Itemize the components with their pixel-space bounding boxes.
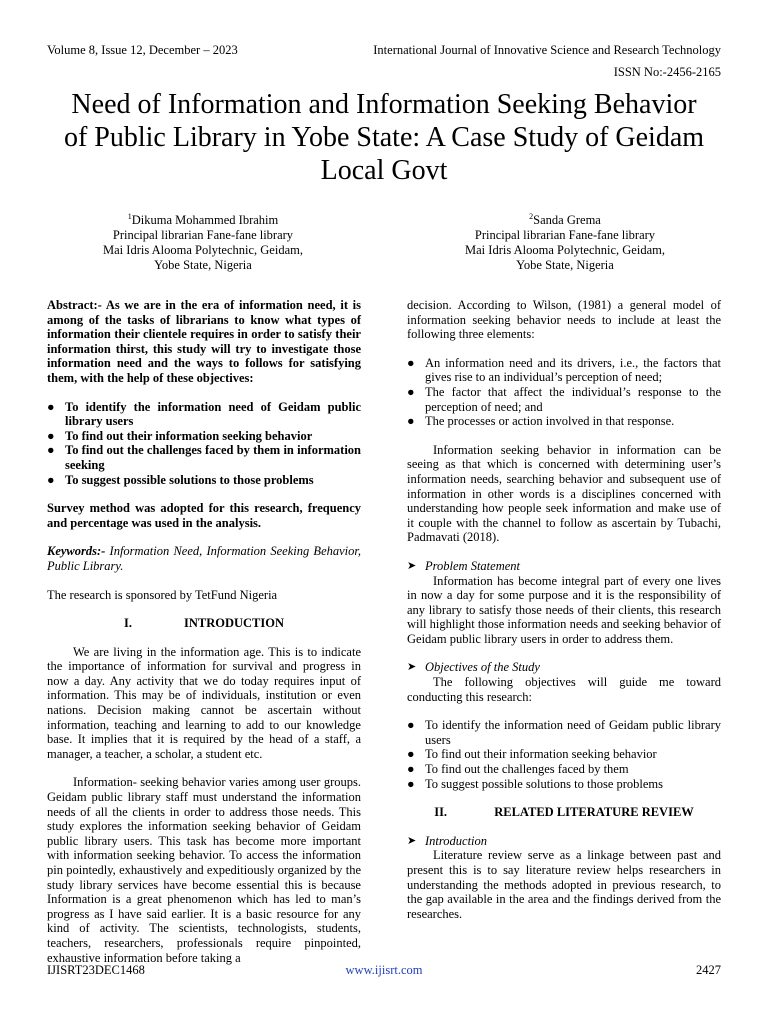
problem-statement-text: Information has become integral part of every one lives in now a day for some purpose and it is the responsibility of any library to satisfy those needs of their clients, this research will highlight those information needs and seeking behavior of Geidam public library users in order to address them. [407, 573, 721, 646]
right-paragraph-1: decision. According to Wilson, (1981) a general model of information seeking behavior needs to include at least the following three elements: [407, 298, 721, 342]
intro-paragraph-2: Information- seeking behavior varies among user groups. Geidam public library staff must understand the information needs of all the clients in order to address those needs. This study explores the information seeking behavior of Geidam public library users. This task has become more important with information seeking behavior. To access the information pin pointedly, exhaustively and expeditiously organized by the study library services have become essential this is because Information is a great phenomenon which has led to man’s progress as I have said earlier. It is a basic resource for any kind of activity. The scientists, technologists, students, teachers, researchers, professionals require pinpointed, exhaustive information before taking a [47, 775, 361, 965]
author-2-name: Sanda Grema [533, 213, 601, 227]
author-1-name: Dikuma Mohammed Ibrahim [131, 213, 279, 227]
bullet-icon: ● [47, 443, 55, 458]
author-1-number: 1 [127, 211, 132, 221]
subheading-objectives: ➤ Objectives of the Study [407, 660, 540, 675]
list-item: ● To find out their information seeking behavior [407, 747, 657, 762]
author-1-institution: Mai Idris Alooma Polytechnic, Geidam, [103, 243, 303, 257]
bullet-icon: ● [407, 718, 415, 733]
keywords [47, 544, 361, 573]
list-item: ● To identify the information need of Geidam public library users [407, 718, 721, 747]
footer-url-link[interactable]: www.ijisrt.com [345, 963, 423, 977]
header-volume: Volume 8, Issue 12, December – 2023 [47, 43, 238, 57]
list-item: ● To suggest possible solutions to those problems [47, 472, 314, 487]
list-item: ● To find out the challenges faced by them in information seeking [47, 443, 361, 472]
keywords-label: Keywords:- [47, 544, 106, 559]
footer-page-number: 2427 [696, 963, 721, 977]
abstract-objectives-list [47, 400, 361, 488]
bullet-icon: ● [407, 747, 415, 762]
bullet-icon: ● [407, 384, 415, 399]
header-journal: International Journal of Innovative Science and Research Technology [373, 43, 721, 57]
list-item: ● To suggest possible solutions to those problems [407, 776, 664, 791]
subheading-problem-statement: ➤ Problem Statement [407, 558, 521, 573]
right-paragraph-2: Information seeking behavior in information can be seeing as that which is concerned with determining user’s information needs, searching behavior and subsequent use of information in other words is a disciplines concerned with understanding how people seek information and make use of it couple with the channel to follow as ascertain by Tubachi, Padmavati (2018). [407, 442, 721, 545]
literature-intro-text: Literature review serve as a linkage between past and present this is to say literature review helps researchers in understanding the methods adopted in previous research, to the gap available in the area and the findings derived from the researches. [407, 848, 721, 921]
author-2-role: Principal librarian Fane-fane library [474, 228, 656, 242]
bullet-icon: ● [407, 762, 415, 777]
author-block-1 [58, 213, 348, 273]
list-item: ● The processes or action involved in that response. [407, 414, 675, 429]
bullet-icon: ● [47, 399, 55, 414]
list-item: ● To identify the information need of Geidam public library users [47, 399, 361, 429]
author-block-2 [420, 213, 710, 273]
wilson-elements-list [407, 356, 721, 429]
bullet-icon: ● [407, 414, 415, 429]
arrowhead-right-icon: ➤ [407, 834, 417, 847]
list-item: ● An information need and its drivers, i.e., the factors that gives rise to an individual’s perception of need; [407, 355, 721, 385]
right-column [407, 298, 721, 921]
left-column [47, 298, 361, 965]
intro-paragraph-1: We are living in the information age. This is to indicate the importance of information for survival and progress in now a day. Any activity that we do today requires input of information. This may be of individuals, institution or even nations. Decision making cannot be ascertain without information, teaching and learning to add to our knowledge base. It implies that it is required by the head of a staff, a manager, a teacher, a scholar, a student etc. [47, 644, 361, 761]
paper-title: Need of Information and Information Seeking Behavior of Public Library in Yobe State: A Case Study of Geidam Local Govt [63, 89, 705, 186]
study-objectives-list [407, 718, 721, 791]
abstract-text: Abstract:- As we are in the era of information need, it is among of the tasks of librarians to know what types of information their clientele requires in order to satisfy their information thirst, this study will try to investigate those information need and the ways to follows for satisfying them, with the help of these objectives: [47, 298, 361, 385]
list-item: ● The factor that affect the individual’s response to the perception of need; and [407, 384, 721, 414]
bullet-icon: ● [407, 355, 415, 370]
author-1-role: Principal librarian Fane-fane library [112, 228, 294, 242]
author-2-institution: Mai Idris Alooma Polytechnic, Geidam, [465, 243, 665, 257]
bullet-icon: ● [407, 776, 415, 791]
section-heading-literature-review: II. RELATED LITERATURE REVIEW [434, 805, 694, 820]
abstract-survey: Survey method was adopted for this research, frequency and percentage was used in the analysis. [47, 501, 361, 530]
objectives-text: The following objectives will guide me toward conducting this research: [407, 675, 721, 704]
list-item: ● To find out their information seeking behavior [47, 428, 313, 443]
header-issn: ISSN No:-2456-2165 [613, 65, 721, 79]
author-2-location: Yobe State, Nigeria [516, 258, 614, 272]
list-item: ● To find out the challenges faced by them [407, 762, 629, 777]
subheading-introduction: ➤ Introduction [407, 833, 488, 848]
arrowhead-right-icon: ➤ [407, 661, 417, 674]
section-heading-introduction: I. INTRODUCTION [123, 616, 284, 631]
bullet-icon: ● [47, 428, 55, 443]
author-1-location: Yobe State, Nigeria [154, 258, 252, 272]
footer-paper-id: IJISRT23DEC1468 [47, 963, 145, 977]
arrowhead-right-icon: ➤ [407, 559, 417, 572]
footer-url-container [0, 963, 768, 978]
sponsor-note: The research is sponsored by TetFund Nigeria [47, 587, 278, 602]
keywords-text: Information Need, Information Seeking Behavior, Public Library. [47, 544, 361, 573]
author-2-number: 2 [529, 211, 534, 221]
bullet-icon: ● [47, 472, 55, 487]
